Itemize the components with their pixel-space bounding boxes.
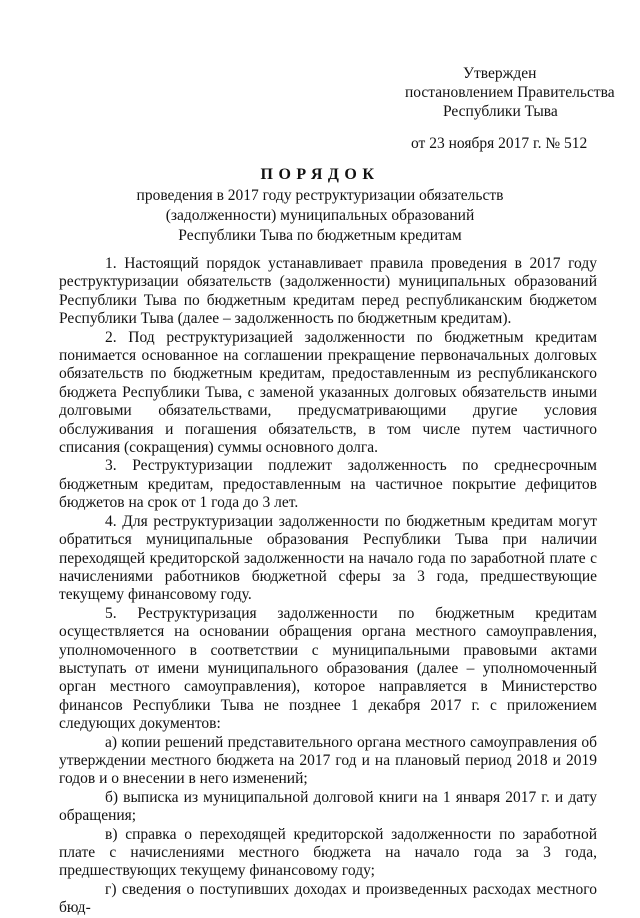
- list-item-d: г) сведения о поступивших доходах и произведенных расходах местного бюд-: [59, 880, 597, 917]
- approval-line-1: Утвержден: [463, 65, 537, 82]
- list-item-a: а) копии решений представительного органа местного самоуправления об утверждении местного бюджета на 2017 год и на плановый период 2018 и 2019 годов и о внесении в него изменений;: [59, 733, 597, 788]
- approval-line-3: Республики Тыва: [443, 103, 558, 120]
- list-item-c: в) справка о переходящей кредиторской задолженности по заработной плате с начислениями местного бюджета на начало года за 3 года, предшествующих текущему финансовому году;: [59, 825, 597, 880]
- list-item-b: б) выписка из муниципальной долговой книги на 1 января 2017 г. и дату обращения;: [59, 788, 597, 825]
- paragraph-4: 4. Для реструктуризации задолженности по бюджетным кредитам могут обратиться муниципальные образования Республики Тыва при наличии переходящей кредиторской задолженности на начало года по заработной плате с начислениями работников бюджетной сферы за 3 года, предшествующие текущему финансовому году.: [59, 512, 597, 604]
- approval-stamp: [405, 64, 625, 153]
- paragraph-1: 1. Настоящий порядок устанавливает правила проведения в 2017 году реструктуризации обязательств (задолженности) муниципальных образований Республики Тыва по бюджетным кредитам перед республиканским бюджетом Республики Тыва (далее – задолженность по бюджетным кредитам).: [59, 255, 597, 328]
- approval-line-2: постановлением Правительства: [405, 84, 615, 101]
- subtitle-line-1: проведения в 2017 году реструктуризации обязательств: [136, 187, 504, 204]
- paragraph-2: 2. Под реструктуризацией задолженности по бюджетным кредитам понимается основанное на соглашении прекращение первоначальных долговых обязательств по бюджетным кредитам, предоставленным из республиканского бюджета Республики Тыва, с заменой указанных долговых обязательств иными долговыми обязательствами, предусматривающими другие условия обслуживания и погашения обязательств, в том числе путем частичного списания (сокращения) суммы основного долга.: [59, 328, 597, 457]
- approval-date: от 23 ноября 2017 г. № 512: [411, 135, 588, 152]
- document-title: ПОРЯДОК: [260, 166, 380, 183]
- document-body: [59, 255, 597, 918]
- paragraph-5: 5. Реструктуризация задолженности по бюджетным кредитам осуществляется на основании обращения органа местного самоуправления, уполномоченного в соответствии с муниципальными правовыми актами выступать от имени муниципального образования (далее – уполномоченный орган местного самоуправления), которое направляется в Министерство финансов Республики Тыва не позднее 1 декабря 2017 г. с приложением следующих документов:: [59, 604, 597, 733]
- paragraph-3: 3. Реструктуризации подлежит задолженность по среднесрочным бюджетным кредитам, предоставленным на частичное покрытие дефицитов бюджетов на срок от 1 года до 3 лет.: [59, 457, 597, 512]
- subtitle-line-3: Республики Тыва по бюджетным кредитам: [178, 227, 462, 244]
- subtitle-line-2: (задолженности) муниципальных образований: [165, 207, 475, 224]
- document-subtitle: [0, 186, 640, 246]
